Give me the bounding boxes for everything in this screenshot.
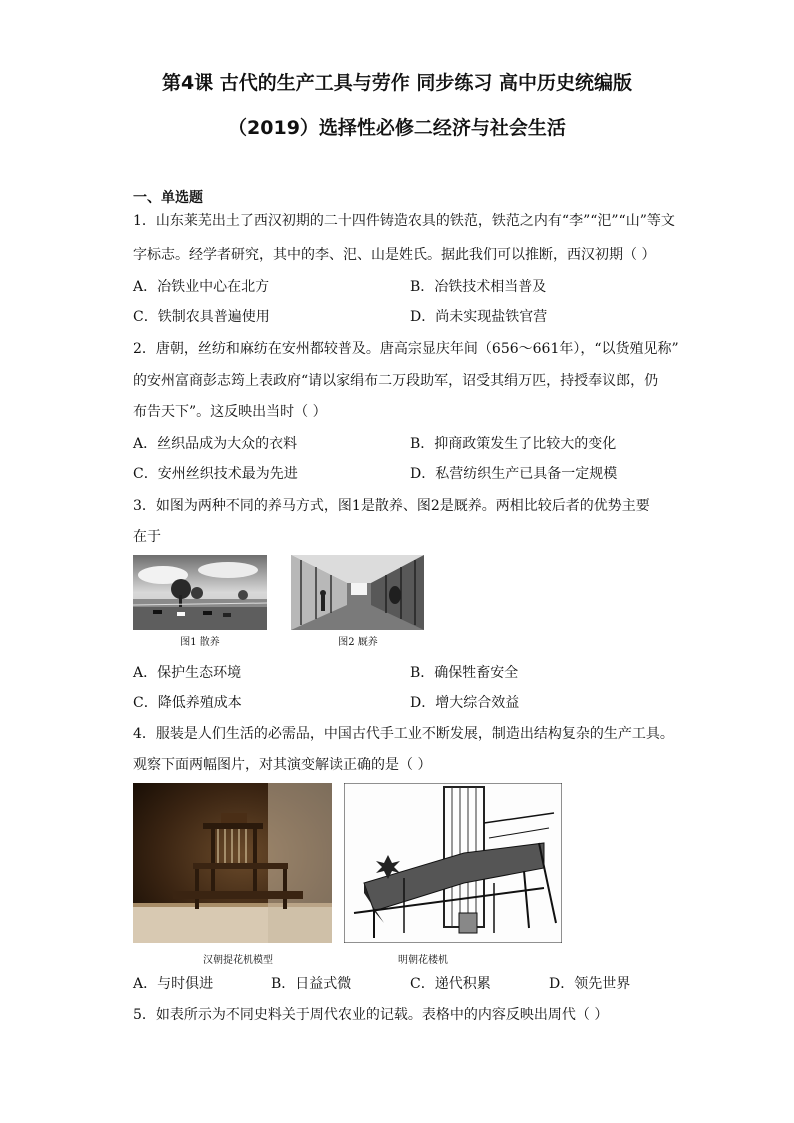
q3-option-b: B．确保牲畜安全 bbox=[410, 665, 519, 681]
document-title-line2: （2019）选择性必修二经济与社会生活 bbox=[228, 117, 566, 139]
q3-stem-line2: 在于 bbox=[133, 529, 161, 545]
q1-option-d: D．尚未实现盐铁官营 bbox=[410, 309, 548, 325]
q4-option-a: A．与时俱进 bbox=[133, 976, 214, 992]
drawloom-caption: 明朝花楼机 bbox=[398, 955, 448, 966]
q2-stem-line3: 布告天下”。这反映出当时（ ） bbox=[133, 404, 327, 420]
q1-option-c: C．铁制农具普遍使用 bbox=[133, 309, 270, 325]
q1-option-a: A．冶铁业中心在北方 bbox=[133, 279, 270, 295]
q3-option-c: C．降低养殖成本 bbox=[133, 695, 242, 711]
q1-option-b: B．冶铁技术相当普及 bbox=[410, 279, 547, 295]
q2-stem-line1: 2．唐朝，丝纺和麻纺在安州都较普及。唐高宗显庆年间（656～661年），“以货殖见称” bbox=[133, 341, 679, 357]
section-heading: 一、单选题 bbox=[133, 190, 203, 206]
q3-option-a: A．保护生态环境 bbox=[133, 665, 242, 681]
q3-option-d: D．增大综合效益 bbox=[410, 695, 520, 711]
han-jacquard-loom-model-photo bbox=[133, 783, 332, 943]
q3-stem-line1: 3．如图为两种不同的养马方式，图1是散养、图2是厩养。两相比较后者的优势主要 bbox=[133, 498, 650, 514]
q5-stem-line1: 5．如表所示为不同史料关于周代农业的记载。表格中的内容反映出周代（ ） bbox=[133, 1007, 609, 1023]
q4-stem-line1: 4．服装是人们生活的必需品，中国古代手工业不断发展，制造出结构复杂的生产工具。 bbox=[133, 726, 674, 742]
q4-option-c: C．递代积累 bbox=[410, 976, 491, 992]
figure2-caption: 图2 厩养 bbox=[338, 637, 378, 648]
q2-option-d: D．私营纺织生产已具备一定规模 bbox=[410, 466, 618, 482]
q1-stem-line1: 1．山东莱芜出土了西汉初期的二十四件铸造农具的铁范，铁范之内有“李”“汜”“山”等文 bbox=[133, 213, 675, 229]
stabled-horses-photo bbox=[291, 555, 424, 630]
loom-model-caption: 汉朝提花机模型 bbox=[203, 955, 273, 966]
q4-stem-line2: 观察下面两幅图片，对其演变解读正确的是（ ） bbox=[133, 757, 432, 773]
q2-option-b: B．抑商政策发生了比较大的变化 bbox=[410, 436, 617, 452]
document-title-line1: 第4课 古代的生产工具与劳作 同步练习 高中历史统编版 bbox=[161, 72, 633, 94]
q1-stem-line2: 字标志。经学者研究，其中的李、汜、山是姓氏。据此我们可以推断，西汉初期（ ） bbox=[133, 247, 656, 263]
q4-option-b: B．日益式微 bbox=[271, 976, 352, 992]
q2-option-c: C．安州丝织技术最为先进 bbox=[133, 466, 298, 482]
free-range-horses-photo bbox=[133, 555, 267, 630]
q2-option-a: A．丝织品成为大众的衣料 bbox=[133, 436, 298, 452]
ming-drawloom-diagram bbox=[344, 783, 562, 943]
q2-stem-line2: 的安州富商彭志筠上表政府“请以家绢布二万段助军，诏受其绢万匹，持授奉议郎，仍 bbox=[133, 373, 659, 389]
q4-option-d: D．领先世界 bbox=[549, 976, 631, 992]
figure1-caption: 图1 散养 bbox=[180, 637, 220, 648]
